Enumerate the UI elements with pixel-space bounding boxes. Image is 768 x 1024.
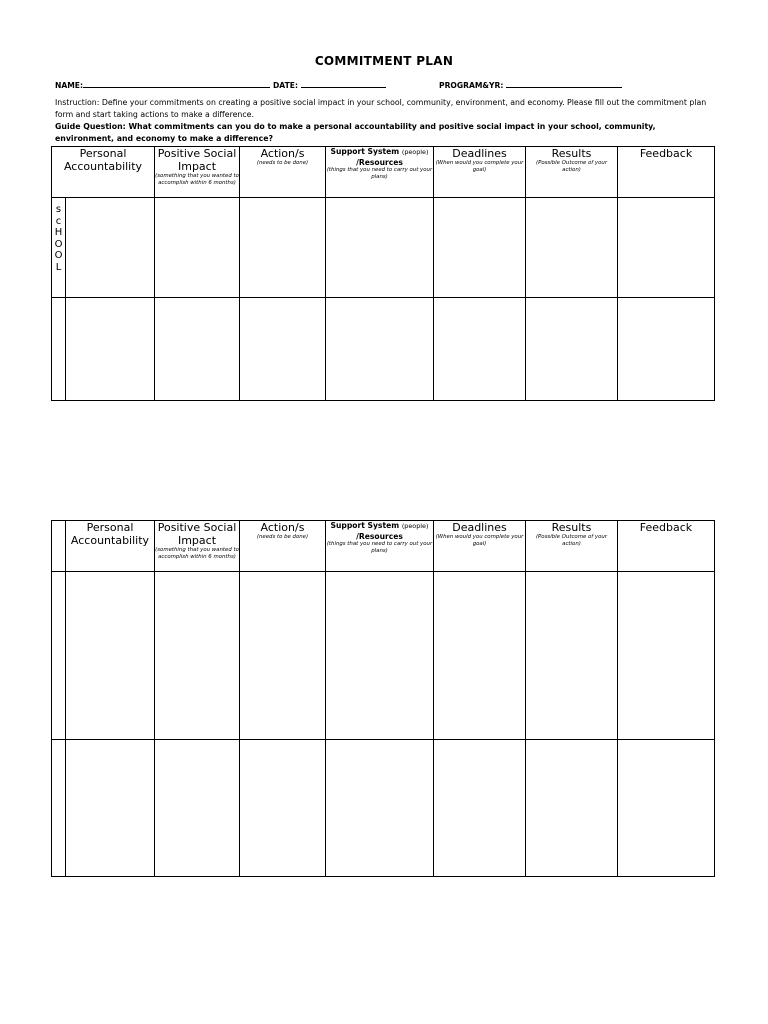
table-row	[52, 572, 715, 740]
date-line[interactable]	[301, 79, 386, 88]
cell-deadlines[interactable]	[434, 198, 526, 298]
cell-positive-social-impact[interactable]	[155, 740, 240, 877]
cell-support-system[interactable]	[326, 298, 434, 401]
commitment-table-school	[51, 146, 715, 401]
cell-actions[interactable]	[240, 298, 326, 401]
cell-positive-social-impact[interactable]	[155, 298, 240, 401]
cell-deadlines[interactable]	[434, 298, 526, 401]
cell-deadlines[interactable]	[434, 740, 526, 877]
side-header-cell	[52, 521, 66, 572]
cell-personal-accountability[interactable]	[66, 740, 155, 877]
header-feedback: Feedback	[618, 147, 715, 198]
cell-support-system[interactable]	[326, 198, 434, 298]
program-label: PROGRAM&YR:	[439, 81, 504, 90]
cell-personal-accountability[interactable]	[66, 298, 155, 401]
header-deadlines: Deadlines (When would you complete your goal)	[434, 147, 526, 198]
cell-results[interactable]	[526, 198, 618, 298]
cell-personal-accountability[interactable]	[66, 572, 155, 740]
guide-question: Guide Question: What commitments can you do to make a personal accountability and positive social impact in your school, community, environment, and economy to make a difference?	[55, 122, 656, 143]
cell-actions[interactable]	[240, 198, 326, 298]
table-header-row	[52, 521, 715, 572]
side-cell	[52, 298, 66, 401]
header-support-system: Support System (people) /Resources (things that you need to carry out your plans)	[326, 521, 434, 572]
name-label: NAME:	[55, 81, 84, 90]
header-support-system: Support System (people) /Resources (things that you need to carry out your plans)	[326, 147, 434, 198]
cell-deadlines[interactable]	[434, 572, 526, 740]
cell-personal-accountability[interactable]	[66, 198, 155, 298]
name-field[interactable]	[55, 79, 270, 90]
side-cell	[52, 740, 66, 877]
table-row	[52, 298, 715, 401]
program-field[interactable]	[439, 79, 622, 90]
table-row	[52, 740, 715, 877]
program-line[interactable]	[506, 79, 622, 88]
cell-feedback[interactable]	[618, 198, 715, 298]
cell-support-system[interactable]	[326, 572, 434, 740]
cell-feedback[interactable]	[618, 740, 715, 877]
cell-support-system[interactable]	[326, 740, 434, 877]
date-field[interactable]	[273, 79, 386, 90]
header-results: Results (Possible Outcome of your action)	[526, 521, 618, 572]
side-cell	[52, 572, 66, 740]
cell-results[interactable]	[526, 740, 618, 877]
cell-actions[interactable]	[240, 740, 326, 877]
header-results: Results (Possible Outcome of your action)	[526, 147, 618, 198]
header-deadlines: Deadlines (When would you complete your goal)	[434, 521, 526, 572]
table-header-row	[52, 147, 715, 198]
header-actions: Action/s (needs to be done)	[240, 521, 326, 572]
cell-positive-social-impact[interactable]	[155, 198, 240, 298]
date-label: DATE:	[273, 81, 298, 90]
instruction-paragraph	[55, 97, 715, 120]
header-positive-social-impact: Positive Social Impact (something that you wanted to accomplish within 6 months)	[155, 147, 240, 198]
header-positive-social-impact: Positive Social Impact (something that you wanted to accomplish within 6 months)	[155, 521, 240, 572]
header-actions: Action/s (needs to be done)	[240, 147, 326, 198]
cell-results[interactable]	[526, 298, 618, 401]
side-label-school: s c H O O L	[52, 198, 66, 298]
cell-feedback[interactable]	[618, 572, 715, 740]
cell-results[interactable]	[526, 572, 618, 740]
header-personal-accountability: Personal Accountability	[66, 521, 155, 572]
header-personal-accountability: Personal Accountability	[52, 147, 155, 198]
name-line[interactable]	[83, 79, 270, 88]
cell-positive-social-impact[interactable]	[155, 572, 240, 740]
cell-actions[interactable]	[240, 572, 326, 740]
instruction-label: Instruction	[55, 98, 97, 107]
commitment-table-2	[51, 520, 715, 877]
header-feedback: Feedback	[618, 521, 715, 572]
table-row	[52, 198, 715, 298]
instruction-text: : Define your commitments on creating a positive social impact in your school, community, environment, and economy. Please fill out the commitment plan form and start taking actions to make a difference.	[55, 98, 707, 119]
cell-feedback[interactable]	[618, 298, 715, 401]
page-title: COMMITMENT PLAN	[314, 54, 454, 68]
